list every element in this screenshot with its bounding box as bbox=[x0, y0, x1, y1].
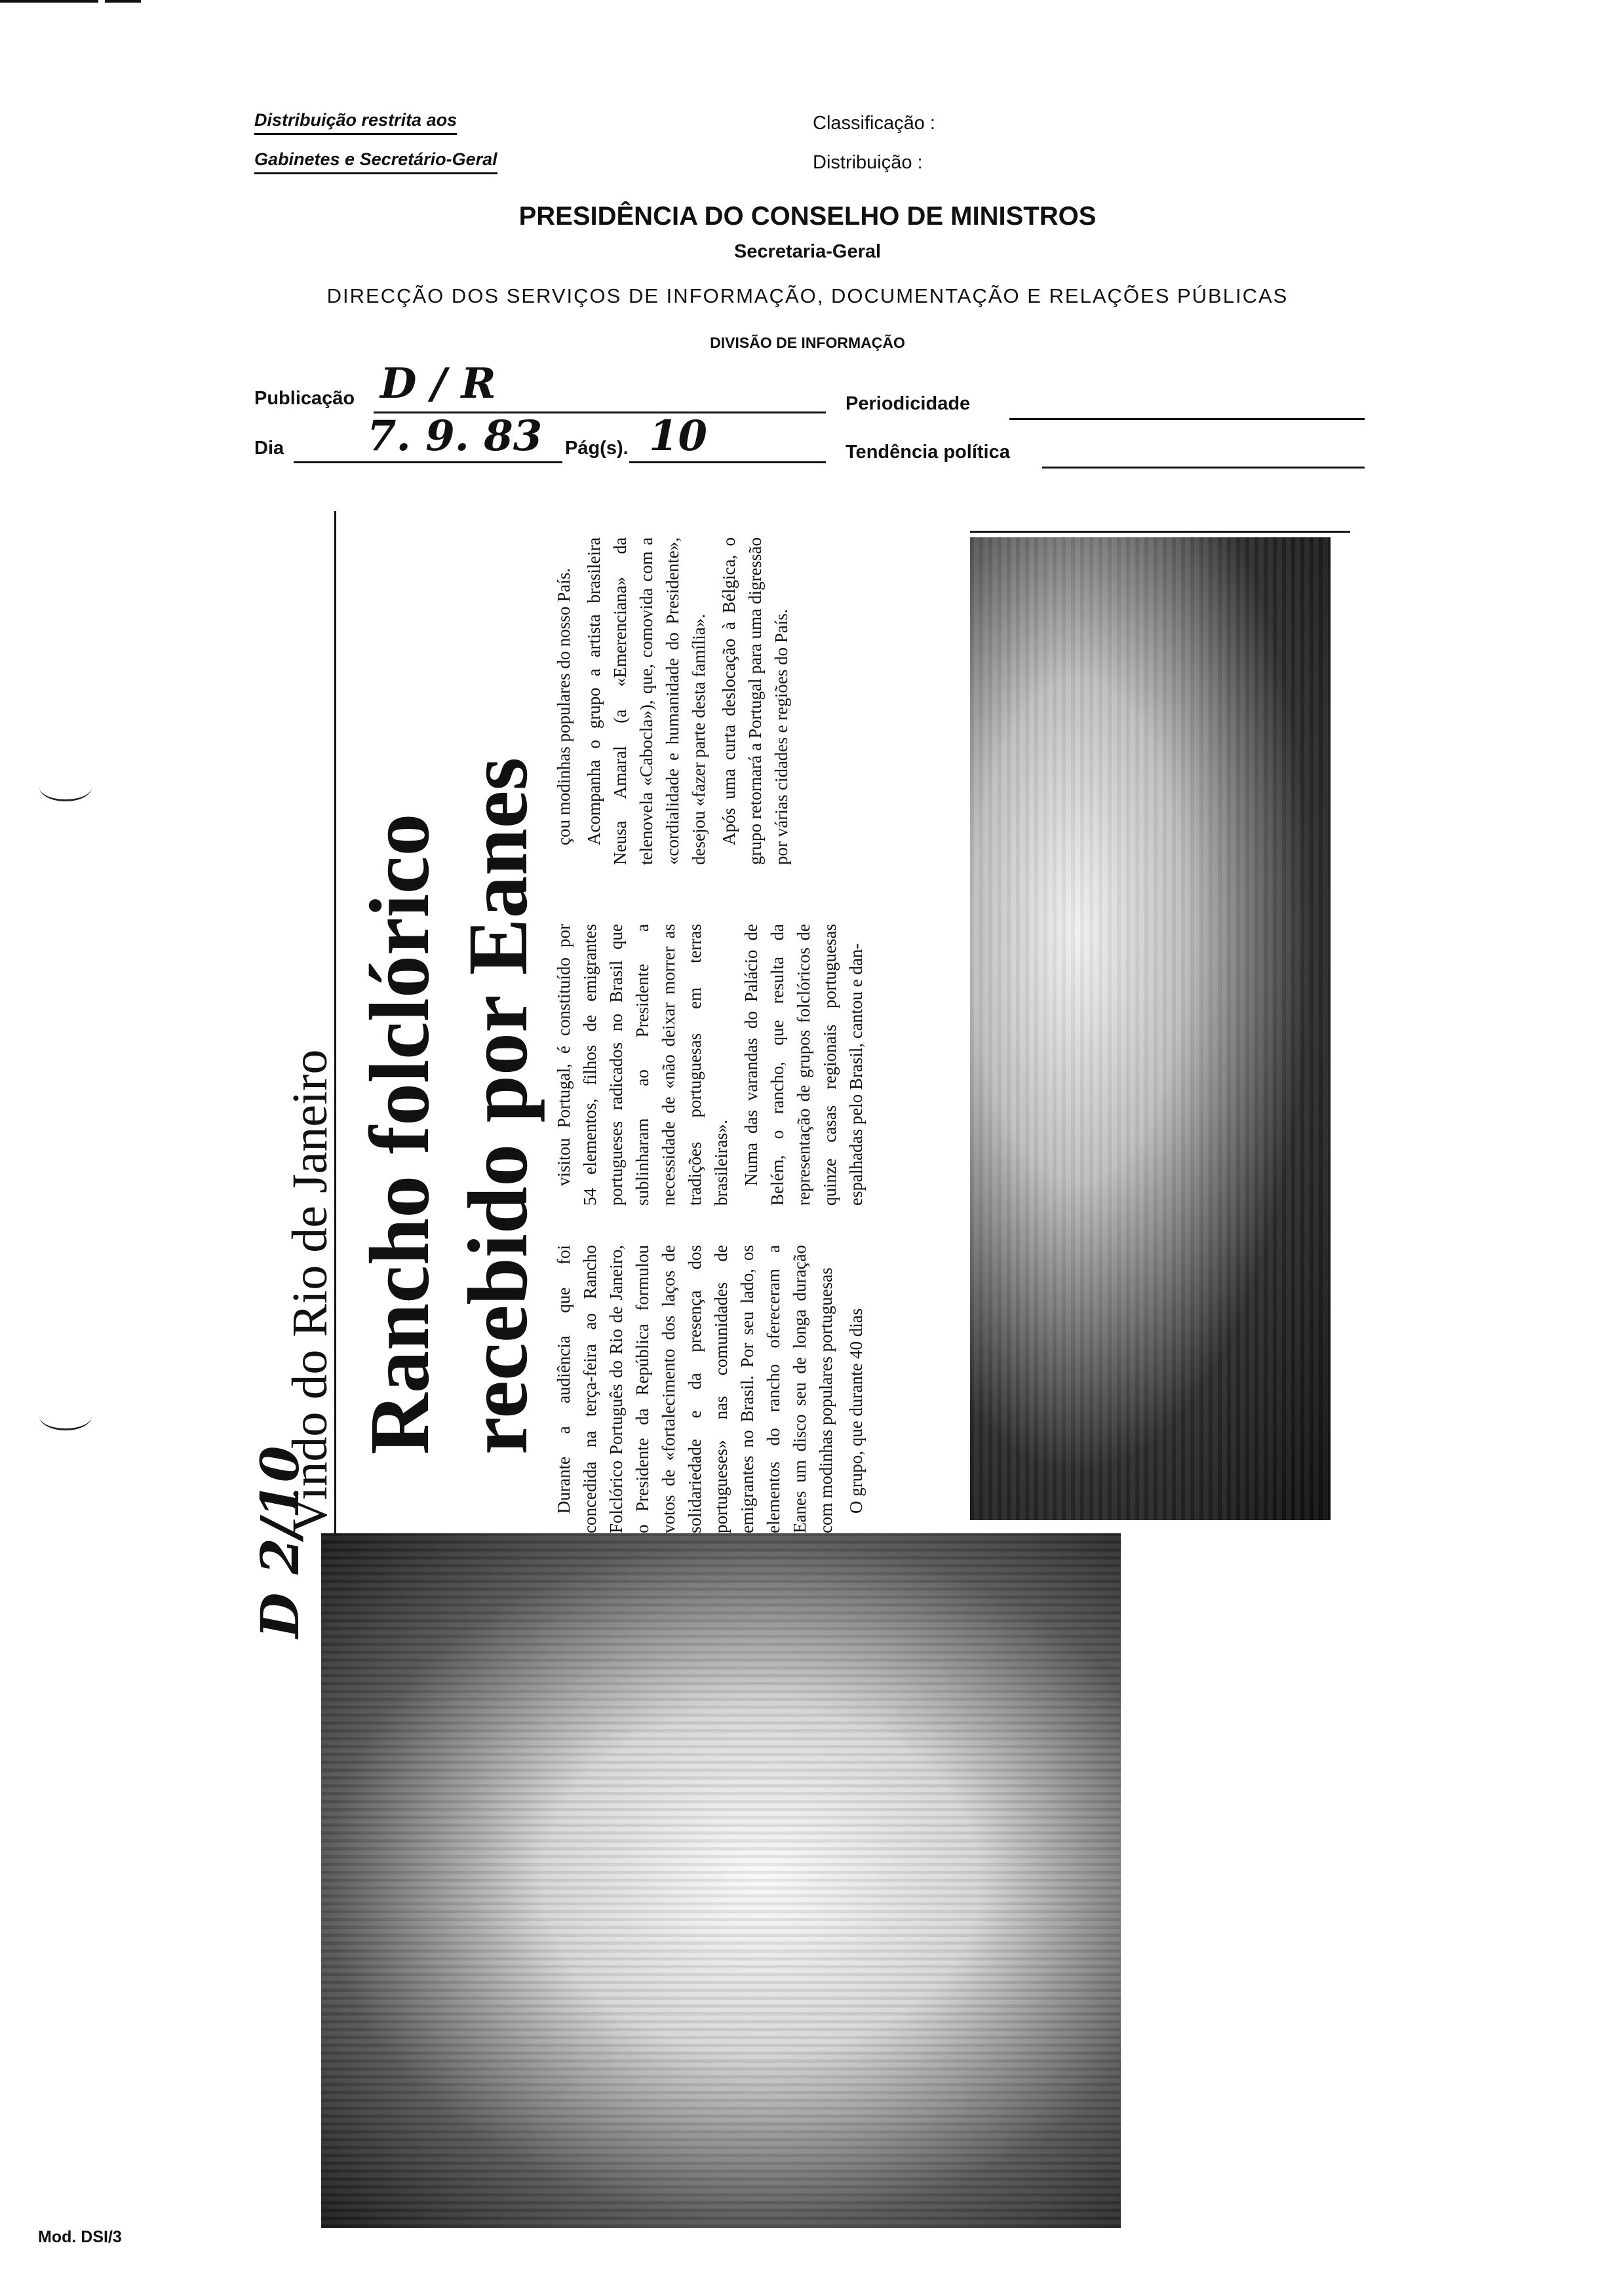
scan-mark bbox=[105, 0, 141, 3]
day-line bbox=[294, 461, 562, 463]
form-code: Mod. DSI/3 bbox=[38, 2228, 122, 2246]
division-title: DIVISÃO DE INFORMAÇÃO bbox=[710, 334, 905, 351]
paragraph: O grupo, que durante 40 dias bbox=[846, 1308, 866, 1514]
publication-value: D / R bbox=[380, 359, 496, 408]
periodicity-line bbox=[1009, 418, 1365, 420]
directorate-title: DIRECÇÃO DOS SERVIÇOS DE INFORMAÇÃO, DOCUMENTAÇÃO E RELAÇÕES PÚBLICAS bbox=[326, 284, 1289, 307]
day-label: Dia bbox=[254, 438, 284, 459]
institution-title: PRESIDÊNCIA DO CONSELHO DE MINISTROS bbox=[518, 202, 1097, 231]
clipping-border-top-right bbox=[970, 531, 1350, 533]
classification-label: Classificação : bbox=[813, 113, 935, 134]
binder-hole-mark bbox=[39, 1402, 92, 1430]
pages-label: Pág(s). bbox=[565, 438, 629, 459]
publication-label: Publicação bbox=[254, 388, 355, 409]
periodicity-label: Periodicidade bbox=[846, 393, 971, 414]
paragraph: Após uma curta deslocação à Bélgica, o grupo retornará a Portugal para uma digressão por várias cidades e regiões do País. bbox=[719, 537, 791, 865]
pages-line bbox=[629, 461, 826, 463]
political-tendency-label: Tendência política bbox=[846, 442, 1010, 463]
clipping-kicker: Vindo do Rio de Janeiro bbox=[282, 1049, 338, 1533]
article-column-1 bbox=[551, 1245, 869, 1533]
paragraph: Numa das varandas do Palácio de Belém, o rancho, que resulta da representação de grupos folclóricos de quinze casas regionais portuguesas espalhadas pelo Brasil, cantou e dan- bbox=[741, 924, 866, 1206]
paragraph: Acompanha o grupo a artista brasileira Neusa Amaral (a «Emerenciana» da telenovela «Cabocla»), que, comovida com a «cordialidade e humanidade do Presidente», desejou «fazer parte desta família». bbox=[584, 537, 709, 865]
distribution-note-line1: Distribuição restrita aos bbox=[254, 110, 457, 135]
day-value: 7. 9. 83 bbox=[367, 411, 543, 461]
scan-mark bbox=[0, 0, 98, 3]
news-photo-bottom bbox=[321, 1533, 1121, 2228]
distribution-label: Distribuição : bbox=[813, 152, 923, 173]
secretariat-title: Secretaria-Geral bbox=[733, 241, 882, 262]
paragraph: çou modinhas populares do nosso País. bbox=[554, 568, 574, 845]
binder-hole-mark bbox=[39, 773, 92, 801]
paragraph: Durante a audiência que foi concedida na terça-feira ao Rancho Folclórico Português do Rio de Janeiro, o Presidente da República formulou votos de «fortalecimento dos laços de solidariedade e da presença dos portugueses» nas comunidades de emigrantes no Brasil. Por seu lado, os elementos do rancho ofereceram a Eanes um disco seu de longa duração com modinhas populares portuguesas bbox=[554, 1245, 836, 1533]
article-column-2 bbox=[551, 924, 869, 1206]
news-photo-top bbox=[970, 537, 1331, 1520]
article-column-3 bbox=[551, 537, 794, 865]
headline-line2: recebido por Eanes bbox=[451, 757, 545, 1455]
pages-value: 10 bbox=[649, 411, 708, 461]
political-tendency-line bbox=[1042, 467, 1365, 469]
distribution-note-line2: Gabinetes e Secretário-Geral bbox=[254, 149, 497, 174]
newspaper-clipping bbox=[236, 511, 1363, 2228]
headline-line1: Rancho folclórico bbox=[353, 813, 447, 1455]
handwritten-mark: D 2/10 bbox=[249, 1445, 311, 1638]
paragraph: visitou Portugal, é constituído por 54 elementos, filhos de emigrantes portugueses radicados no Brasil que sublinharam ao Presidente a necessidade de «não deixar morrer as tradições portuguesas em terras brasileiras». bbox=[554, 924, 731, 1206]
